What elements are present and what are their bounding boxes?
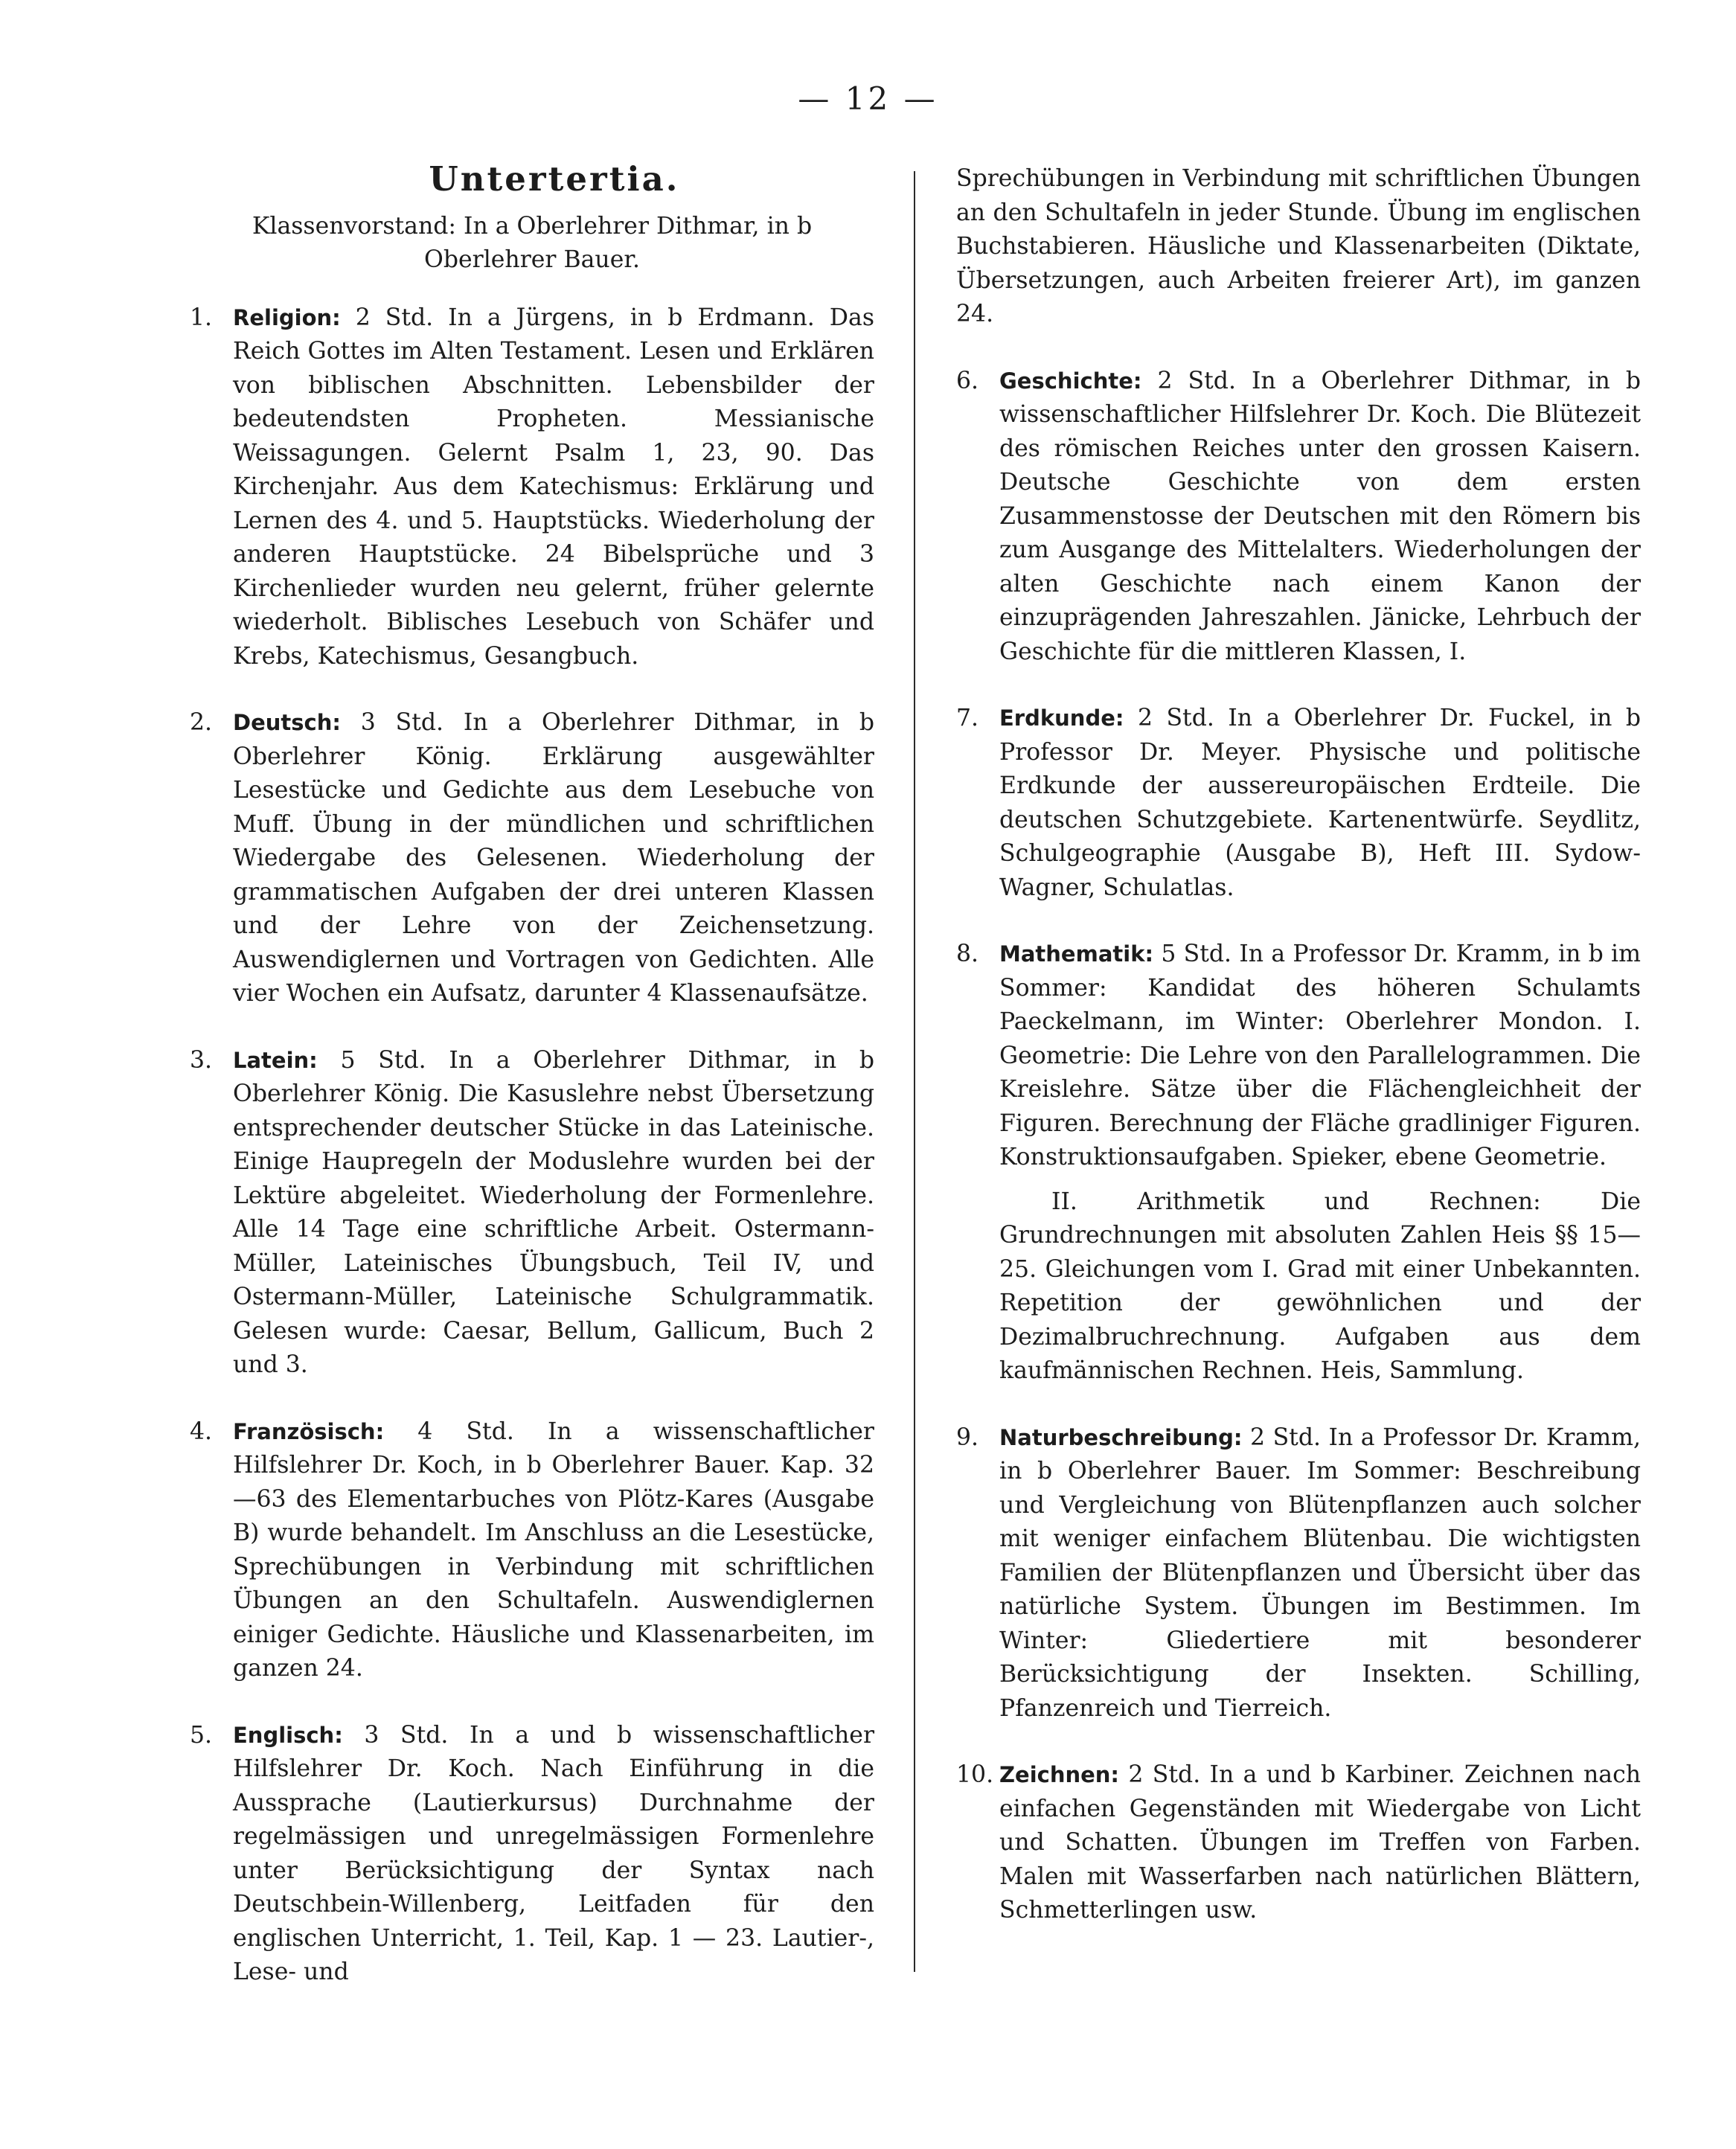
- entry-text: 2 Std. In a Oberlehrer Dr. Fuckel, in b Professor Dr. Meyer. Physische und politische Erdkunde der aussereuropäischen Erdteile. Die deutschen Schutzgebiete. Kartenentwürfe. Seydlitz, Schulgeographie (Ausgabe B), Heft III. Sydow-Wagner, Schulatlas.: [999, 705, 1641, 901]
- subject-entry-mathematik: [956, 938, 1641, 1389]
- subject-entry-religion: [190, 301, 874, 674]
- entry-text: 5 Std. In a Oberlehrer Dithmar, in b Oberlehrer König. Die Kasuslehre nebst Übersetzung entsprechender deutscher Stücke in das Lateinische. Einige Haupregeln der Moduslehre wurden bei der Lektüre abgeleitet. Wiederholung der Formenlehre. Alle 14 Tage eine schriftliche Arbeit. Ostermann-Müller, Lateinisches Übungsbuch, Teil IV, und Ostermann-Müller, Lateinische Schulgrammatik. Gelesen wurde: Caesar, Bellum, Gallicum, Buch 2 und 3.: [233, 1046, 874, 1378]
- entry-number: 8.: [956, 941, 979, 967]
- subject-name: Deutsch:: [233, 710, 341, 735]
- subject-name: Englisch:: [233, 1722, 343, 1748]
- entry-text: 3 Std. In a Oberlehrer Dithmar, in b Oberlehrer König. Erklärung ausgewählter Lesestücke und Gedichte aus dem Lesebuche von Muff. Übung in der mündlichen und schriftlichen Wiedergabe des Gelesenen. Wiederholung der grammatischen Aufgaben der drei unteren Klassen und der Lehre von der Zeichensetzung. Auswendiglernen und Vortragen von Gedichten. Alle vier Wochen ein Aufsatz, darunter 4 Klassenaufsätze.: [233, 709, 874, 1007]
- subject-entry-geschichte: [956, 365, 1641, 670]
- subject-entry-zeichnen: [956, 1758, 1641, 1928]
- page-number: — 12 —: [798, 80, 938, 117]
- entry-text-arithmetik: II. Arithmetik und Rechnen: Die Grundrechnungen mit absoluten Zahlen Heis §§ 15—25. Gleichungen vom I. Grad mit einer Unbekannten. Repetition der gewöhnlichen und der Dezimalbruchrechnung. Aufgaben aus dem kaufmännischen Rechnen. Heis, Sammlung.: [999, 1188, 1641, 1384]
- right-column: [956, 162, 1641, 1961]
- entry-number: 10.: [956, 1761, 994, 1788]
- entry-number: 6.: [956, 367, 979, 394]
- subject-name: Erdkunde:: [999, 705, 1124, 731]
- entry-number: 7.: [956, 705, 979, 731]
- entry-text: 2 Std. In a und b Karbiner. Zeichnen nach einfachen Gegenständen mit Wiedergabe von Licht und Schatten. Übungen im Treffen von Farben. Malen mit Wasserfarben nach natürlichen Blättern, Schmetterlingen usw.: [999, 1761, 1641, 1924]
- subject-name: Mathematik:: [999, 941, 1154, 967]
- entry-number: 1.: [190, 304, 213, 331]
- subject-name: Französisch:: [233, 1418, 385, 1444]
- subject-entry-naturbeschreibung: [956, 1421, 1641, 1726]
- entry-text: 2 Std. In a Oberlehrer Dithmar, in b wissenschaftlicher Hilfslehrer Dr. Koch. Die Blütezeit des römischen Reiches unter den grossen Kaisern. Deutsche Geschichte von dem ersten Zusammenstosse der Deutschen mit den Römern bis zum Ausgange des Mittelalters. Wiederholungen der alten Geschichte nach einem Kanon der einzuprägenden Jahreszahlen. Jänicke, Lehrbuch der Geschichte für die mittleren Klassen, I.: [999, 367, 1641, 665]
- subject-name: Naturbeschreibung:: [999, 1424, 1243, 1450]
- englisch-continuation: Sprechübungen in Verbindung mit schriftlichen Übungen an den Schultafeln in jeder Stunde. Übung im englischen Buchstabieren. Häusliche und Klassenarbeiten (Diktate, Übersetzungen, auch Arbeiten freierer Art), im ganzen 24.: [956, 165, 1641, 327]
- left-column: [190, 159, 875, 2023]
- entry-text: 4 Std. In a wissenschaftlicher Hilfslehrer Dr. Koch, in b Oberlehrer Bauer. Kap. 32—63 des Elementarbuches von Plötz-Kares (Ausgabe B) wurde behandelt. Im Anschluss an die Lesestücke, Sprechübungen in Verbindung mit schriftlichen Übungen an den Schultafeln. Auswendiglernen einiger Gedichte. Häusliche und Klassenarbeiten, im ganzen 24.: [233, 1418, 874, 1682]
- subject-name: Zeichnen:: [999, 1762, 1120, 1787]
- entry-text: 2 Std. In a Professor Dr. Kramm, in b Oberlehrer Bauer. Im Sommer: Beschreibung und Vergleichung von Blütenpflanzen auch solcher mit weniger einfachem Blütenbau. Die wichtigsten Familien der Blütenpflanzen und Übersicht über das natürliche System. Übungen im Bestimmen. Im Winter: Gliedertiere mit besonderer Berücksichtigung der Insekten. Schilling, Pfanzenreich und Tierreich.: [999, 1423, 1641, 1722]
- subject-name: Latein:: [233, 1047, 318, 1073]
- subject-name: Religion:: [233, 304, 341, 330]
- entry-text: 5 Std. In a Professor Dr. Kramm, in b im Sommer: Kandidat des höheren Schulamts Paeckelmann, im Winter: Oberlehrer Mondon. I. Geometrie: Die Lehre von den Parallelogrammen. Die Kreislehre. Sätze über die Flächengleichheit der Figuren. Berechnung der Fläche gradliniger Figuren. Konstruktionsaufgaben. Spieker, ebene Geometrie.: [999, 941, 1641, 1170]
- entry-number: 3.: [190, 1046, 213, 1074]
- entry-number: 2.: [190, 709, 213, 736]
- entry-number: 5.: [190, 1721, 213, 1749]
- subject-entry-erdkunde: [956, 702, 1641, 905]
- entry-number: 4.: [190, 1418, 213, 1445]
- subject-entry-englisch: [190, 1719, 874, 1990]
- section-title: Untertertia.: [429, 159, 680, 199]
- subject-name: Geschichte:: [999, 368, 1142, 394]
- class-teacher-line: Klassenvorstand: In a Oberlehrer Dithmar, in b Oberlehrer Bauer.: [252, 212, 813, 273]
- entry-text: 2 Std. In a Jürgens, in b Erdmann. Das Reich Gottes im Alten Testament. Lesen und Erklären von biblischen Abschnitten. Lebensbilder der bedeutendsten Propheten. Messianische Weissagungen. Gelernt Psalm 1, 23, 90. Das Kirchenjahr. Aus dem Katechismus: Erklärung und Lernen des 4. und 5. Hauptstücks. Wiederholung der anderen Hauptstücke. 24 Bibelsprüche und 3 Kirchenlieder wurden neu gelernt, früher gelernte wiederholt. Biblisches Lesebuch von Schäfer und Krebs, Katechismus, Gesangbuch.: [233, 304, 874, 670]
- entry-number: 9.: [956, 1423, 979, 1451]
- subject-entry-franzoesisch: [190, 1415, 874, 1686]
- column-divider: [914, 171, 915, 1972]
- entry-text: 3 Std. In a und b wissenschaftlicher Hilfslehrer Dr. Koch. Nach Einführung in die Aussprache (Lautierkursus) Durchnahme der regelmässigen und unregelmässigen Formenlehre unter Berücksichtigung der Syntax nach Deutschbein-Willenberg, Leitfaden für den englischen Unterricht, 1. Teil, Kap. 1 — 23. Lautier-, Lese- und: [233, 1721, 875, 1985]
- subject-entry-deutsch: [190, 706, 874, 1011]
- subject-entry-latein: [190, 1044, 874, 1383]
